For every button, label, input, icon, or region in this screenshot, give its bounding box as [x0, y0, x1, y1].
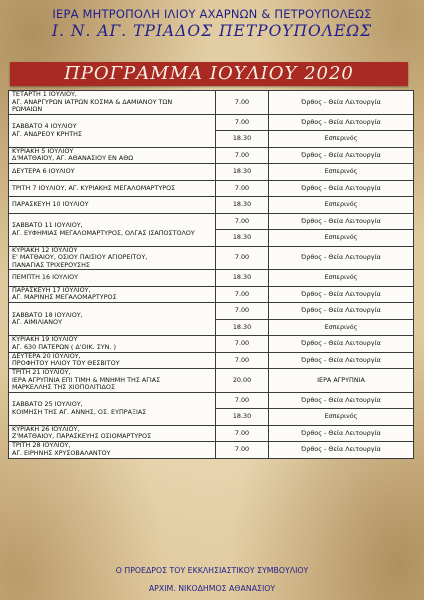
church-title: Ι. Ν. ΑΓ. ΤΡΙΑΔΟΣ ΠΕΤΡΟΥΠΟΛΕΩΣ — [51, 22, 373, 40]
time-cell: 18.30 — [216, 164, 269, 181]
time-cell: 18.30 — [216, 319, 269, 336]
time-cell: 20.00 — [216, 369, 269, 393]
time-cell: 18.30 — [216, 131, 269, 148]
day-line: ΣΑΒΒΑΤΟ 11 ΙΟΥΛΙΟΥ, — [12, 221, 83, 229]
time-cell: 7.00 — [216, 213, 269, 230]
service-cell: Εσπερινός — [269, 131, 414, 148]
day-cell — [9, 392, 216, 425]
service-cell: Όρθος - Θεία Λειτουργία — [269, 352, 414, 369]
schedule-row — [9, 352, 414, 369]
service-cell: ΙΕΡΑ ΑΓΡΥΠΝΙΑ — [269, 369, 414, 393]
day-cell — [9, 91, 216, 115]
day-line: ΑΓ. ΑΝΔΡΕΟΥ ΚΡΗΤΗΣ — [12, 129, 82, 138]
day-line: ΤΡΙΤΗ 21 ΙΟΥΛΙΟΥ, — [12, 368, 71, 376]
day-cell — [9, 369, 216, 393]
service-cell: Εσπερινός — [269, 409, 414, 426]
day-line: ΑΓ. ΑΙΜΙΛΙΑΝΟΥ — [12, 318, 62, 326]
schedule-row — [9, 369, 414, 393]
day-line: ΔΕΥΤΕΡΑ 20 ΙΟΥΛΙΟΥ, — [12, 352, 81, 360]
service-cell: Όρθος - Θεία Λειτουργία — [269, 114, 414, 131]
time-cell: 7.00 — [216, 147, 269, 164]
schedule-row — [9, 303, 414, 320]
time-cell: 7.00 — [216, 246, 269, 270]
day-line: ΚΥΡΙΑΚΗ 12 ΙΟΥΛΙΟΥ — [12, 246, 78, 254]
schedule-row — [9, 91, 414, 115]
schedule-row — [9, 213, 414, 230]
day-cell — [9, 425, 216, 442]
day-cell — [9, 180, 216, 197]
schedule-row — [9, 425, 414, 442]
service-cell: Εσπερινός — [269, 270, 414, 287]
day-line: ΚΥΡΙΑΚΗ 19 ΙΟΥΛΙΟΥ — [12, 335, 78, 344]
schedule-row — [9, 392, 414, 409]
service-cell: Εσπερινός — [269, 197, 414, 214]
day-cell — [9, 303, 216, 336]
service-cell: Όρθος - Θεία Λειτουργία — [269, 336, 414, 353]
time-cell: 7.00 — [216, 303, 269, 320]
service-cell: Όρθος - Θεία Λειτουργία — [269, 213, 414, 230]
time-cell: 18.30 — [216, 270, 269, 287]
service-cell: Όρθος - Θεία Λειτουργία — [269, 392, 414, 409]
day-line: ΤΕΤΑΡΤΗ 1 ΙΟΥΛΙΟΥ, — [12, 90, 77, 98]
schedule-row — [9, 147, 414, 164]
schedule-row — [9, 270, 414, 287]
day-line: ΤΡΙΤΗ 28 ΙΟΥΛΙΟΥ, — [12, 441, 71, 450]
service-cell: Όρθος - Θεία Λειτουργία — [269, 303, 414, 320]
time-cell: 18.30 — [216, 230, 269, 247]
metropolis-title: ΙΕΡΑ ΜΗΤΡΟΠΟΛΗ ΙΛΙΟΥ ΑΧΑΡΝΩΝ & ΠΕΤΡΟΥΠΟΛΕΩΣ — [52, 7, 372, 21]
time-cell: 18.30 — [216, 409, 269, 426]
service-cell: Εσπερινός — [269, 319, 414, 336]
day-line: ΠΑΝΑΓΙΑΣ ΤΡΙΧΕΡΟΥΣΗΣ — [12, 260, 90, 269]
day-line: Ζ'ΜΑΤΘΑΙΟΥ, ΠΑΡΑΣΚΕΥΗΣ ΟΣΙΟΜΑΡΤΥΡΟΣ — [12, 432, 152, 441]
day-line: ΙΕΡΑ ΑΓΡΥΠΝΙΑ ΕΠΙ ΤΙΜΗ & ΜΝΗΜΗ ΤΗΣ ΑΓΙΑΣ — [12, 375, 161, 384]
service-cell: Όρθος - Θεία Λειτουργία — [269, 180, 414, 197]
schedule-row — [9, 336, 414, 353]
time-cell: 7.00 — [216, 180, 269, 197]
time-cell: 7.00 — [216, 286, 269, 303]
day-cell — [9, 270, 216, 287]
day-line: ΠΑΡΑΣΚΕΥΗ 17 ΙΟΥΛΙΟΥ, — [12, 286, 91, 294]
day-line: ΔΕΥΤΕΡΑ 6 ΙΟΥΛΙΟΥ — [12, 167, 75, 175]
day-cell — [9, 336, 216, 353]
service-cell: Εσπερινός — [269, 230, 414, 247]
day-cell — [9, 147, 216, 164]
day-line: ΣΑΒΒΑΤΟ 25 ΙΟΥΛΙΟΥ, — [12, 400, 83, 408]
day-line: ΚΟΙΜΗΣΗ ΤΗΣ ΑΓ. ΑΝΝΗΣ, ΟΣ. ΕΥΠΡΑΞΙΑΣ — [12, 407, 147, 416]
schedule-row — [9, 197, 414, 214]
day-cell — [9, 114, 216, 147]
time-cell: 7.00 — [216, 425, 269, 442]
schedule-row — [9, 114, 414, 131]
service-cell: Εσπερινός — [269, 164, 414, 181]
day-cell — [9, 197, 216, 214]
day-line: ΑΓ. ΜΑΡΙΝΗΣ ΜΕΓΑΛΟΜΑΡΤΥΡΟΣ — [12, 293, 117, 302]
schedule-table — [8, 90, 414, 459]
service-cell: Όρθος - Θεία Λειτουργία — [269, 147, 414, 164]
service-cell: Όρθος - Θεία Λειτουργία — [269, 425, 414, 442]
service-cell: Όρθος - Θεία Λειτουργία — [269, 286, 414, 303]
day-cell — [9, 164, 216, 181]
day-line: ΠΑΡΑΣΚΕΥΗ 10 ΙΟΥΛΙΟΥ — [12, 200, 89, 208]
footer-signatory: ΑΡΧΙΜ. ΝΙΚΟΔΗΜΟΣ ΑΘΑΝΑΣΙΟΥ — [148, 584, 276, 593]
day-line: ΑΓ. ΕΥΦΗΜΙΑΣ ΜΕΓΑΛΟΜΑΡΤΥΡΟΣ, ΟΛΓΑΣ ΙΣΑΠΟΣΤΟΛΟΥ — [12, 228, 195, 237]
day-cell — [9, 213, 216, 246]
time-cell: 7.00 — [216, 392, 269, 409]
day-line: ΤΡΙΤΗ 7 ΙΟΥΛΙΟΥ, ΑΓ. ΚΥΡΙΑΚΗΣ ΜΕΓΑΛΟΜΑΡΤΥΡΟΣ — [12, 183, 176, 192]
schedule-row — [9, 164, 414, 181]
day-line: ΚΥΡΙΑΚΗ 26 ΙΟΥΛΙΟΥ, — [12, 425, 80, 433]
day-line: ΜΑΡΚΕΛΛΗΣ ΤΗΣ ΧΙΟΠΟΛΙΤΙΔΟΣ — [12, 383, 115, 391]
day-line: Δ'ΜΑΤΘΑΙΟΥ, ΑΓ. ΑΘΑΝΑΣΙΟΥ ΕΝ ΑΘΩ — [12, 154, 134, 163]
day-line: ΚΥΡΙΑΚΗ 5 ΙΟΥΛΙΟΥ — [12, 147, 74, 155]
time-cell: 7.00 — [216, 352, 269, 369]
schedule-row — [9, 286, 414, 303]
day-line: ΣΑΒΒΑΤΟ 4 ΙΟΥΛΙΟΥ — [12, 122, 77, 130]
service-cell: Όρθος - Θεία Λειτουργία — [269, 246, 414, 270]
day-line: ΑΓ. ΑΝΑΡΓΥΡΩΝ ΙΑΤΡΩΝ ΚΟΣΜΑ & ΔΑΜΙΑΝΟΥ ΤΩΝ — [12, 97, 173, 106]
day-line: Ε' ΜΑΤΘΑΙΟΥ, ΟΣΙΟΥ ΠΑΙΣΙΟΥ ΑΓΙΟΡΕΙΤΟΥ, — [12, 253, 148, 261]
time-cell: 7.00 — [216, 442, 269, 459]
time-cell: 18.30 — [216, 197, 269, 214]
day-cell — [9, 352, 216, 369]
schedule-row — [9, 180, 414, 197]
day-cell — [9, 286, 216, 303]
day-line: ΠΡΟΦΗΤΟΥ ΗΛΙΟΥ ΤΟΥ ΘΕΣΒΙΤΟΥ — [12, 359, 120, 368]
time-cell: 7.00 — [216, 91, 269, 115]
day-cell — [9, 442, 216, 459]
service-cell: Όρθος - Θεία Λειτουργία — [269, 442, 414, 459]
day-line: ΠΕΜΠΤΗ 16 ΙΟΥΛΙΟΥ — [12, 273, 79, 281]
day-line: ΑΓ. 630 ΠΑΤΕΡΩΝ ( Δ'ΟΙΚ. ΣΥΝ. ) — [12, 342, 116, 351]
schedule-row — [9, 246, 414, 270]
footer-president-title: Ο ΠΡΟΕΔΡΟΣ ΤΟΥ ΕΚΚΛΗΣΙΑΣΤΙΚΟΥ ΣΥΜΒΟΥΛΙΟΥ — [115, 566, 309, 575]
time-cell: 7.00 — [216, 114, 269, 131]
day-line: ΑΓ. ΕΙΡΗΝΗΣ ΧΡΥΣΟΒΑΛΑΝΤΟΥ — [12, 448, 111, 457]
schedule-row — [9, 442, 414, 459]
service-cell: Όρθος - Θεία Λειτουργία — [269, 91, 414, 115]
day-cell — [9, 246, 216, 270]
time-cell: 7.00 — [216, 336, 269, 353]
program-banner: ΠΡΟΓΡΑΜΜΑ ΙΟΥΛΙΟΥ 2020 — [10, 62, 408, 86]
day-line: ΡΩΜΑΙΩΝ — [12, 105, 43, 113]
day-line: ΣΑΒΒΑΤΟ 18 ΙΟΥΛΙΟΥ, — [12, 310, 83, 319]
